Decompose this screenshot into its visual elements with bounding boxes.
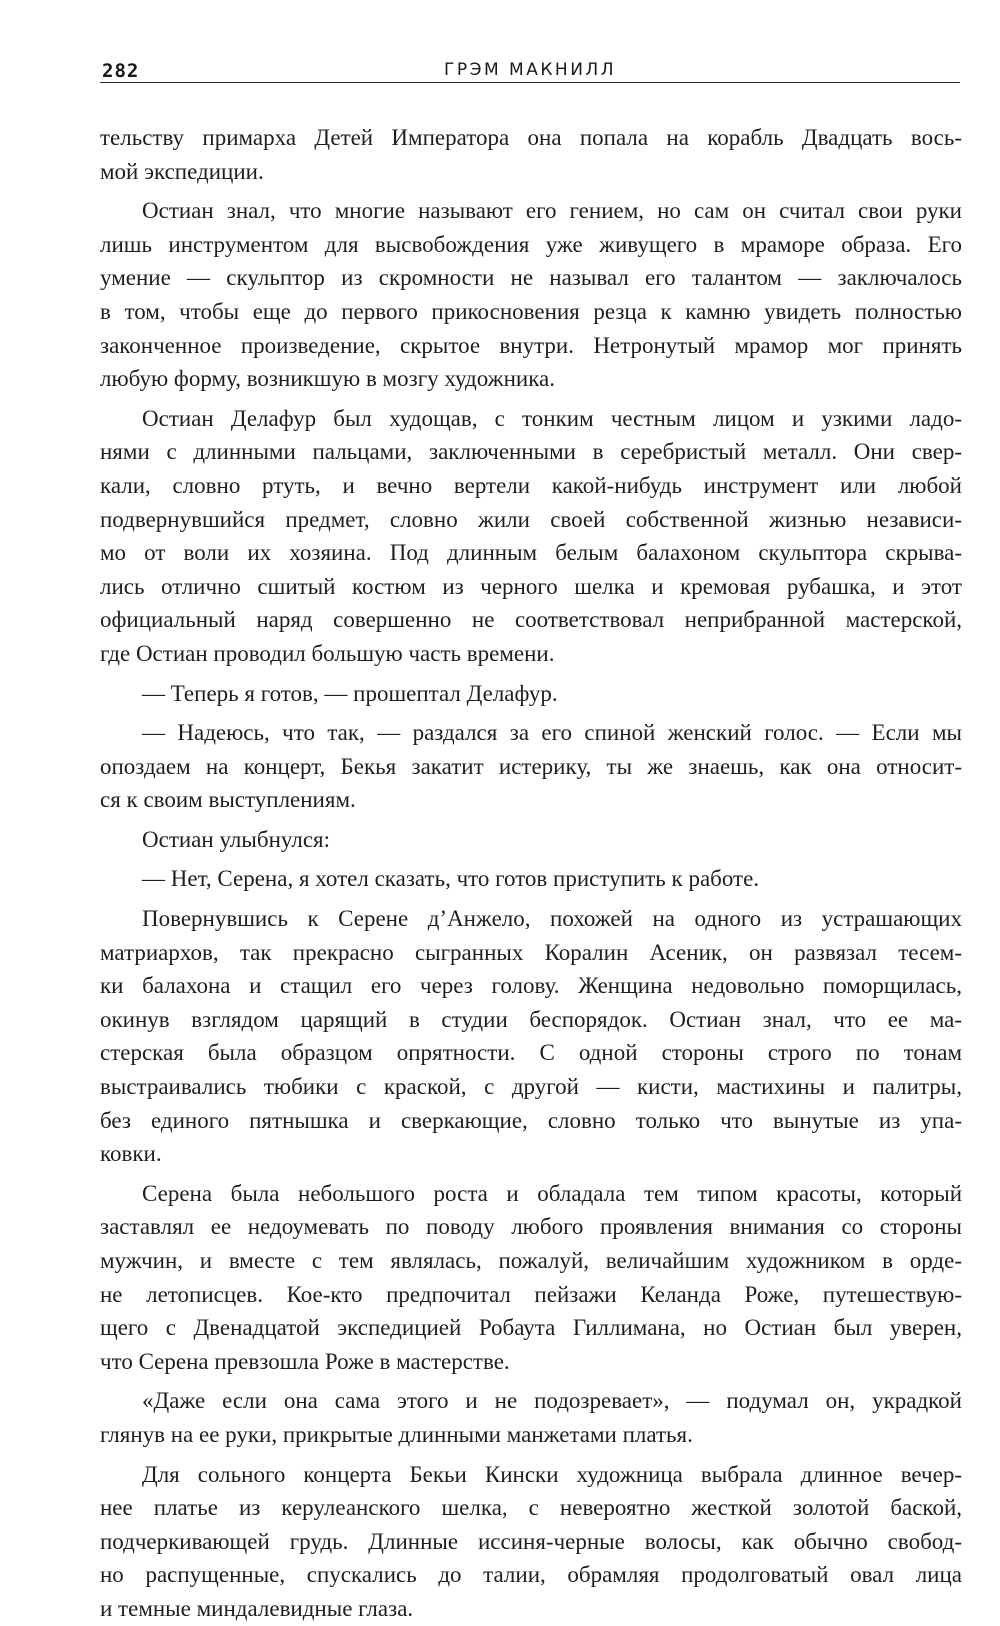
running-head-author: ГРЭМ МАКНИЛЛ — [444, 60, 616, 80]
text-line: без единого пятнышка и сверкающие, словно только что вынутые из упа- — [100, 1107, 962, 1133]
text-line: заставлял ее недоумевать по поводу любого проявления внимания со стороны — [100, 1214, 962, 1240]
text-line: подчеркивающей грудь. Длинные иссиня-черные волосы, как обычно свобод- — [100, 1528, 962, 1554]
text-line: — Теперь я готов, — прошептал Делафур. — [142, 680, 558, 706]
text-line: но распущенные, спускались до талии, обрамляя продолговатый овал лица — [100, 1562, 962, 1588]
text-line: ки балахона и стащил его через голову. Женщина недовольно поморщилась, — [100, 973, 962, 999]
body-text — [100, 121, 962, 1626]
text-line: окинув взглядом царящий в студии беспорядок. Остиан знал, что ее ма- — [100, 1006, 962, 1032]
text-line: Остиан знал, что многие называют его гением, но сам он считал свои руки — [142, 198, 962, 224]
text-line: официальный наряд совершенно не соответствовал неприбранной мастерской, — [100, 607, 962, 633]
text-line: в том, чтобы еще до первого прикосновения резца к камню увидеть полностью — [100, 298, 962, 324]
text-line: лись отлично сшитый костюм из черного шелка и кремовая рубашка, и этот — [100, 573, 962, 599]
text-line: тельству примарха Детей Императора она попала на корабль Двадцать вось- — [100, 125, 962, 150]
text-line: законченное произведение, скрытое внутри. Нетронутый мрамор мог принять — [100, 332, 962, 358]
text-line: — Надеюсь, что так, — раздался за его спиной женский голос. — Если мы — [142, 720, 962, 746]
text-line: лишь инструментом для высвобождения уже живущего в мраморе образа. Его — [100, 231, 962, 257]
text-line: кали, словно ртуть, и вечно вертели какой-нибудь инструмент или любой — [100, 472, 962, 498]
text-line: Повернувшись к Серене д’Анжело, похожей на одного из устрашающих — [142, 906, 962, 932]
text-line: мужчин, и вместе с тем являлась, пожалуй, величайшим художником в орде- — [100, 1248, 962, 1273]
text-line: мо от воли их хозяина. Под длинным белым балахоном скульптора скрыва- — [100, 540, 962, 566]
text-line: нями с длинными пальцами, заключенными в серебристый металл. Они свер- — [100, 439, 962, 465]
page-number: 282 — [102, 60, 140, 82]
text-line: Остиан улыбнулся: — [142, 826, 331, 852]
header-rule — [100, 82, 960, 83]
text-line: — Нет, Серена, я хотел сказать, что готов приступить к работе. — [142, 866, 760, 892]
text-line: ковки. — [100, 1141, 162, 1167]
text-line: «Даже если она сама этого и не подозревает», — подумал он, украдкой — [142, 1388, 962, 1414]
text-line: и темные миндалевидные глаза. — [100, 1595, 414, 1621]
text-line: Серена была небольшого роста и обладала тем типом красоты, который — [142, 1180, 962, 1206]
text-line: не летописцев. Кое-кто предпочитал пейзажи Келанда Роже, путешествую- — [100, 1281, 962, 1307]
text-line: что Серена превзошла Роже в мастерстве. — [100, 1348, 510, 1374]
text-line: нее платье из керулеанского шелка, с невероятно жесткой золотой баской, — [100, 1495, 962, 1521]
text-line: ся к своим выступлениям. — [100, 787, 356, 813]
text-line: подвернувшийся предмет, словно жили своей собственной жизнью независи- — [100, 506, 962, 532]
text-line: глянув на ее руки, прикрытые длинными манжетами платья. — [100, 1421, 693, 1447]
text-line: Для сольного концерта Бекьи Кински художница выбрала длинное вечер- — [142, 1461, 962, 1487]
text-line: стерская была образцом опрятности. С одной стороны строго по тонам — [100, 1040, 962, 1066]
text-line: любую форму, возникшую в мозгу художника. — [100, 366, 555, 392]
text-line: Остиан Делафур был худощав, с тонким честным лицом и узкими ладо- — [142, 405, 962, 431]
page-header — [100, 58, 960, 88]
text-line: умение — скульптор из скромности не называл его талантом — заключалось — [100, 265, 962, 291]
text-line: где Остиан проводил большую часть времени. — [100, 640, 555, 666]
text-line: выстраивались тюбики с краской, с другой — кисти, мастихины и палитры, — [100, 1074, 962, 1100]
text-line: опоздаем на концерт, Бекья закатит истерику, ты же знаешь, как она относит- — [100, 753, 962, 779]
text-line: мой экспедиции. — [100, 158, 264, 184]
text-line: матриархов, так прекрасно сыгранных Коралин Асеник, он развязал тесем- — [100, 939, 962, 965]
text-line: щего с Двенадцатой экспедицией Робаута Гиллимана, но Остиан был уверен, — [100, 1315, 962, 1341]
